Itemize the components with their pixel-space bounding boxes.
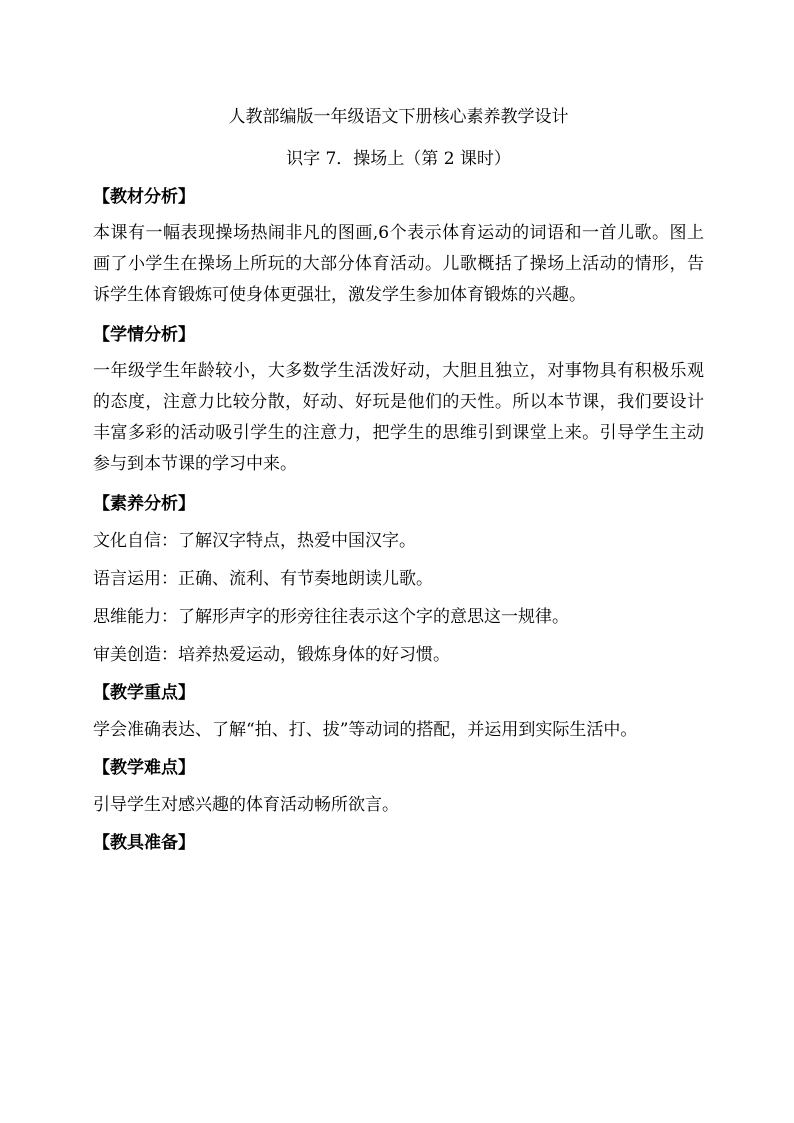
section-body-key-points: 学会准确表达、了解“拍、打、拔”等动词的搭配，并运用到实际生活中。 xyxy=(93,720,638,740)
section-heading-student-analysis: 【学情分析】 xyxy=(93,325,195,345)
section-body-student-analysis: 一年级学生年龄较小，大多数学生活泼好动，大胆且独立，对事物具有积极乐观的态度，注意力比较分散，好动、好玩是他们的天性。所以本节课，我们要设计丰富多彩的活动吸引学生的注意力，把学生的思维引到课堂上来。引导学生主动参与到本节课的学习中来。 xyxy=(93,361,704,474)
document-title: 人教部编版一年级语文下册核心素养教学设计 xyxy=(228,107,569,127)
literacy-item: 语言运用：正确、流利、有节奏地朗读儿歌。 xyxy=(93,569,433,589)
literacy-item: 思维能力：了解形声字的形旁往往表示这个字的意思这一规律。 xyxy=(93,607,569,627)
section-heading-literacy-analysis: 【素养分析】 xyxy=(93,494,195,514)
section-heading-materials: 【教具准备】 xyxy=(93,833,195,853)
section-heading-textbook-analysis: 【教材分析】 xyxy=(93,187,195,207)
document-subtitle: 识字 7．操场上（第 2 课时） xyxy=(286,149,511,169)
section-heading-difficulties: 【教学难点】 xyxy=(93,758,195,778)
section-body-textbook-analysis: 本课有一幅表现操场热闹非凡的图画,6个表示体育运动的词语和一首儿歌。图上画了小学生在操场上所玩的大部分体育活动。儿歌概括了操场上活动的情形，告诉学生体育锻炼可使身体更强壮，激发学生参加体育锻炼的兴趣。 xyxy=(93,223,704,305)
section-heading-key-points: 【教学重点】 xyxy=(93,683,195,703)
literacy-item: 审美创造：培养热爱运动，锻炼身体的好习惯。 xyxy=(93,645,450,665)
section-body-difficulties: 引导学生对感兴趣的体育活动畅所欲言。 xyxy=(93,795,399,815)
literacy-item: 文化自信：了解汉字特点，热爱中国汉字。 xyxy=(93,531,416,551)
